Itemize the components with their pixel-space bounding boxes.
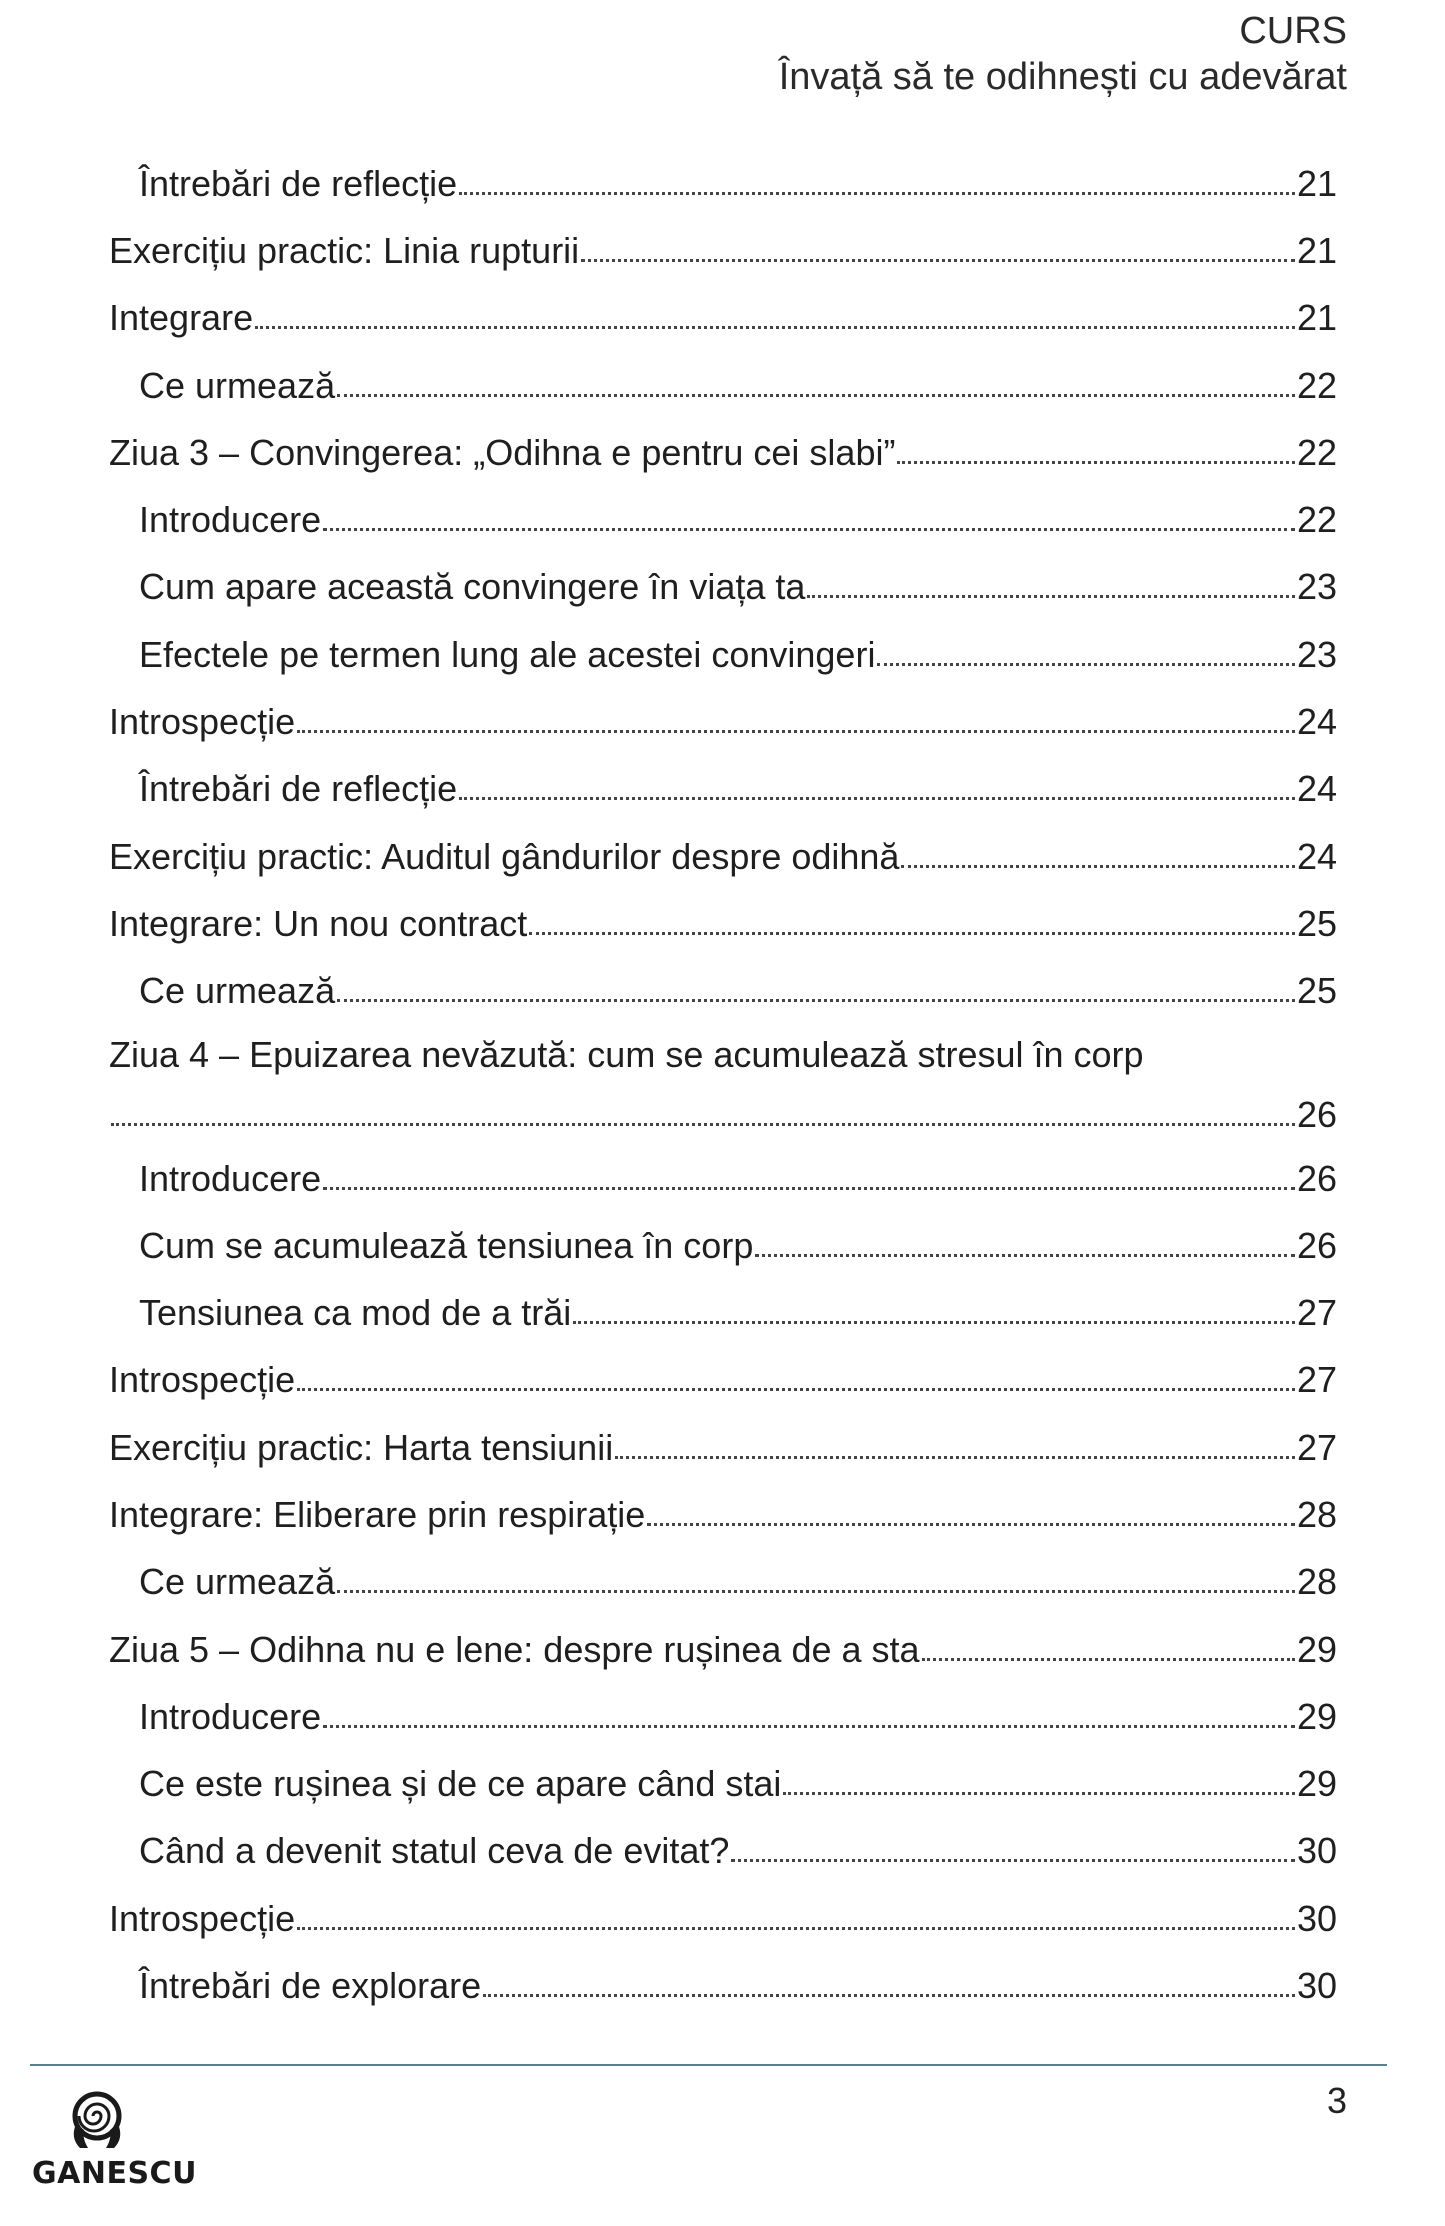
toc-leader-dots	[529, 904, 1295, 944]
toc-entry-title: Ce este rușinea și de ce apare când stai	[139, 1763, 782, 1805]
footer-divider	[30, 2064, 1387, 2066]
toc-entry[interactable]	[109, 486, 1337, 553]
toc-leader-dots	[323, 1697, 1295, 1737]
toc-leader-dots	[111, 1095, 1295, 1135]
toc-entry-title: Ce urmează	[139, 364, 336, 406]
toc-entry-title: Ce urmează	[139, 1561, 336, 1603]
toc-entry-title: Integrare: Eliberare prin respirație	[109, 1493, 646, 1535]
toc-entry-title: Exercițiu practic: Harta tensiunii	[109, 1426, 614, 1468]
toc-entry-page: 29	[1296, 1628, 1337, 1670]
toc-entry-page: 28	[1296, 1561, 1337, 1603]
toc-entry[interactable]	[109, 688, 1337, 755]
course-title: Învață să te odihnești cu adevărat	[778, 56, 1347, 98]
toc-entry-page: 21	[1296, 162, 1337, 204]
page-header	[779, 8, 1347, 100]
toc-leader-dots	[901, 837, 1295, 877]
toc-entry-title: Efectele pe termen lung ale acestei convingeri	[139, 633, 876, 675]
toc-entry[interactable]	[109, 1414, 1337, 1481]
toc-entry-title: Introspecție	[109, 701, 296, 743]
toc-entry[interactable]	[109, 890, 1337, 957]
toc-entry-page: 23	[1296, 633, 1337, 675]
toc-entry[interactable]	[109, 1212, 1337, 1279]
toc-entry-title: Introspecție	[109, 1359, 296, 1401]
toc-entry[interactable]	[109, 1549, 1337, 1616]
toc-leader-dots	[337, 1562, 1295, 1602]
toc-leader-dots	[755, 1226, 1295, 1266]
toc-leader-dots	[877, 635, 1295, 675]
spiral-head-icon	[62, 2090, 132, 2152]
toc-entry[interactable]	[109, 1616, 1337, 1683]
toc-entry-page: 24	[1296, 835, 1337, 877]
toc-entry-page: 24	[1296, 701, 1337, 743]
toc-entry-title: Introducere	[139, 1157, 322, 1199]
toc-entry[interactable]	[109, 419, 1337, 486]
toc-entry-page: 25	[1296, 902, 1337, 944]
toc-leader-dots	[323, 500, 1295, 540]
toc-entry[interactable]	[109, 1683, 1337, 1750]
toc-entry[interactable]	[109, 1481, 1337, 1548]
toc-entry-title: Ce urmează	[139, 970, 336, 1012]
toc-entry[interactable]	[109, 352, 1337, 419]
toc-entry-page: 28	[1296, 1493, 1337, 1535]
toc-entry[interactable]	[109, 1025, 1337, 1085]
toc-entry[interactable]	[109, 621, 1337, 688]
toc-entry-page: 22	[1296, 364, 1337, 406]
toc-entry[interactable]	[109, 554, 1337, 621]
toc-entry-page: 24	[1296, 768, 1337, 810]
toc-leader-dots	[337, 971, 1295, 1011]
toc-entry-title: Când a devenit statul ceva de evitat?	[139, 1830, 730, 1872]
toc-leader-dots	[922, 1630, 1295, 1670]
course-label: CURS	[1239, 10, 1347, 52]
toc-leader-dots	[323, 1159, 1295, 1199]
toc-entry[interactable]	[109, 1885, 1337, 1952]
toc-leader-dots	[647, 1495, 1295, 1535]
toc-entry-title: Ziua 5 – Odihna nu e lene: despre rușinea de a sta	[109, 1628, 920, 1670]
page-number: 3	[1326, 2080, 1347, 2121]
toc-entry-title: Exercițiu practic: Linia rupturii	[109, 229, 580, 271]
toc-entry[interactable]	[109, 1347, 1337, 1414]
toc-entry-page: 23	[1296, 566, 1337, 608]
toc-entry[interactable]	[109, 1145, 1337, 1212]
toc-leader-dots	[807, 567, 1295, 607]
toc-entry-page: 22	[1296, 431, 1337, 473]
toc-leader-dots	[459, 769, 1295, 809]
toc-entry-page: 27	[1296, 1359, 1337, 1401]
toc-entry[interactable]	[109, 285, 1337, 352]
toc-leader-dots	[615, 1428, 1295, 1468]
toc-entry-page: 30	[1296, 1897, 1337, 1939]
toc-leader-dots	[297, 1899, 1295, 1939]
toc-leader-dots	[731, 1831, 1295, 1871]
toc-entry-title: Cum se acumulează tensiunea în corp	[139, 1224, 754, 1266]
toc-entry[interactable]	[109, 756, 1337, 823]
toc-entry-continuation[interactable]	[109, 1085, 1337, 1145]
toc-entry-page: 26	[1296, 1157, 1337, 1199]
toc-entry-title: Exercițiu practic: Auditul gândurilor despre odihnă	[109, 835, 900, 877]
toc-entry[interactable]	[109, 958, 1337, 1025]
toc-entry-title: Integrare	[109, 297, 254, 339]
toc-entry-page: 22	[1296, 499, 1337, 541]
toc-entry-title: Introspecție	[109, 1897, 296, 1939]
toc-entry[interactable]	[109, 1279, 1337, 1346]
toc-entry-title: Întrebări de reflecție	[139, 768, 458, 810]
toc-entry-title: Introducere	[139, 1695, 322, 1737]
toc-entry-page: 27	[1296, 1292, 1337, 1334]
toc-entry-page: 27	[1296, 1426, 1337, 1468]
toc-leader-dots	[459, 164, 1295, 204]
toc-entry-page: 30	[1296, 1965, 1337, 2007]
toc-leader-dots	[483, 1966, 1295, 2006]
toc-entry-page: 25	[1296, 970, 1337, 1012]
toc-entry-title: Cum apare această convingere în viața ta	[139, 566, 806, 608]
toc-entry-page: 29	[1296, 1763, 1337, 1805]
table-of-contents	[109, 150, 1337, 2020]
toc-entry[interactable]	[109, 1952, 1337, 2019]
toc-leader-dots	[255, 298, 1295, 338]
toc-entry[interactable]	[109, 1751, 1337, 1818]
toc-entry[interactable]	[109, 823, 1337, 890]
toc-entry-page: 21	[1296, 229, 1337, 271]
toc-entry[interactable]	[109, 1818, 1337, 1885]
toc-entry-page: 21	[1296, 297, 1337, 339]
toc-leader-dots	[337, 366, 1295, 406]
toc-entry-title: Integrare: Un nou contract	[109, 902, 528, 944]
toc-leader-dots	[897, 433, 1295, 473]
toc-leader-dots	[297, 1360, 1295, 1400]
toc-leader-dots	[581, 231, 1295, 271]
toc-entry-page: 26	[1296, 1224, 1337, 1266]
toc-entry[interactable]	[109, 150, 1337, 217]
toc-entry-title: Introducere	[139, 499, 322, 541]
toc-entry-title: Ziua 3 – Convingerea: „Odihna e pentru cei slabi”	[109, 431, 896, 473]
toc-leader-dots	[573, 1293, 1295, 1333]
ganescu-logo	[32, 2090, 197, 2191]
toc-entry-page: 26	[1296, 1093, 1337, 1135]
toc-entry-page: 30	[1296, 1830, 1337, 1872]
toc-entry-title: Tensiunea ca mod de a trăi	[139, 1292, 572, 1334]
toc-entry-title: Întrebări de reflecție	[139, 162, 458, 204]
toc-entry-title: Ziua 4 – Epuizarea nevăzută: cum se acumulează stresul în corp	[109, 1033, 1144, 1075]
logo-text: GANESCU	[32, 2156, 197, 2191]
toc-leader-dots	[297, 702, 1295, 742]
toc-leader-dots	[783, 1764, 1295, 1804]
toc-entry-title: Întrebări de explorare	[139, 1965, 482, 2007]
toc-entry-page: 29	[1296, 1695, 1337, 1737]
toc-entry[interactable]	[109, 217, 1337, 284]
